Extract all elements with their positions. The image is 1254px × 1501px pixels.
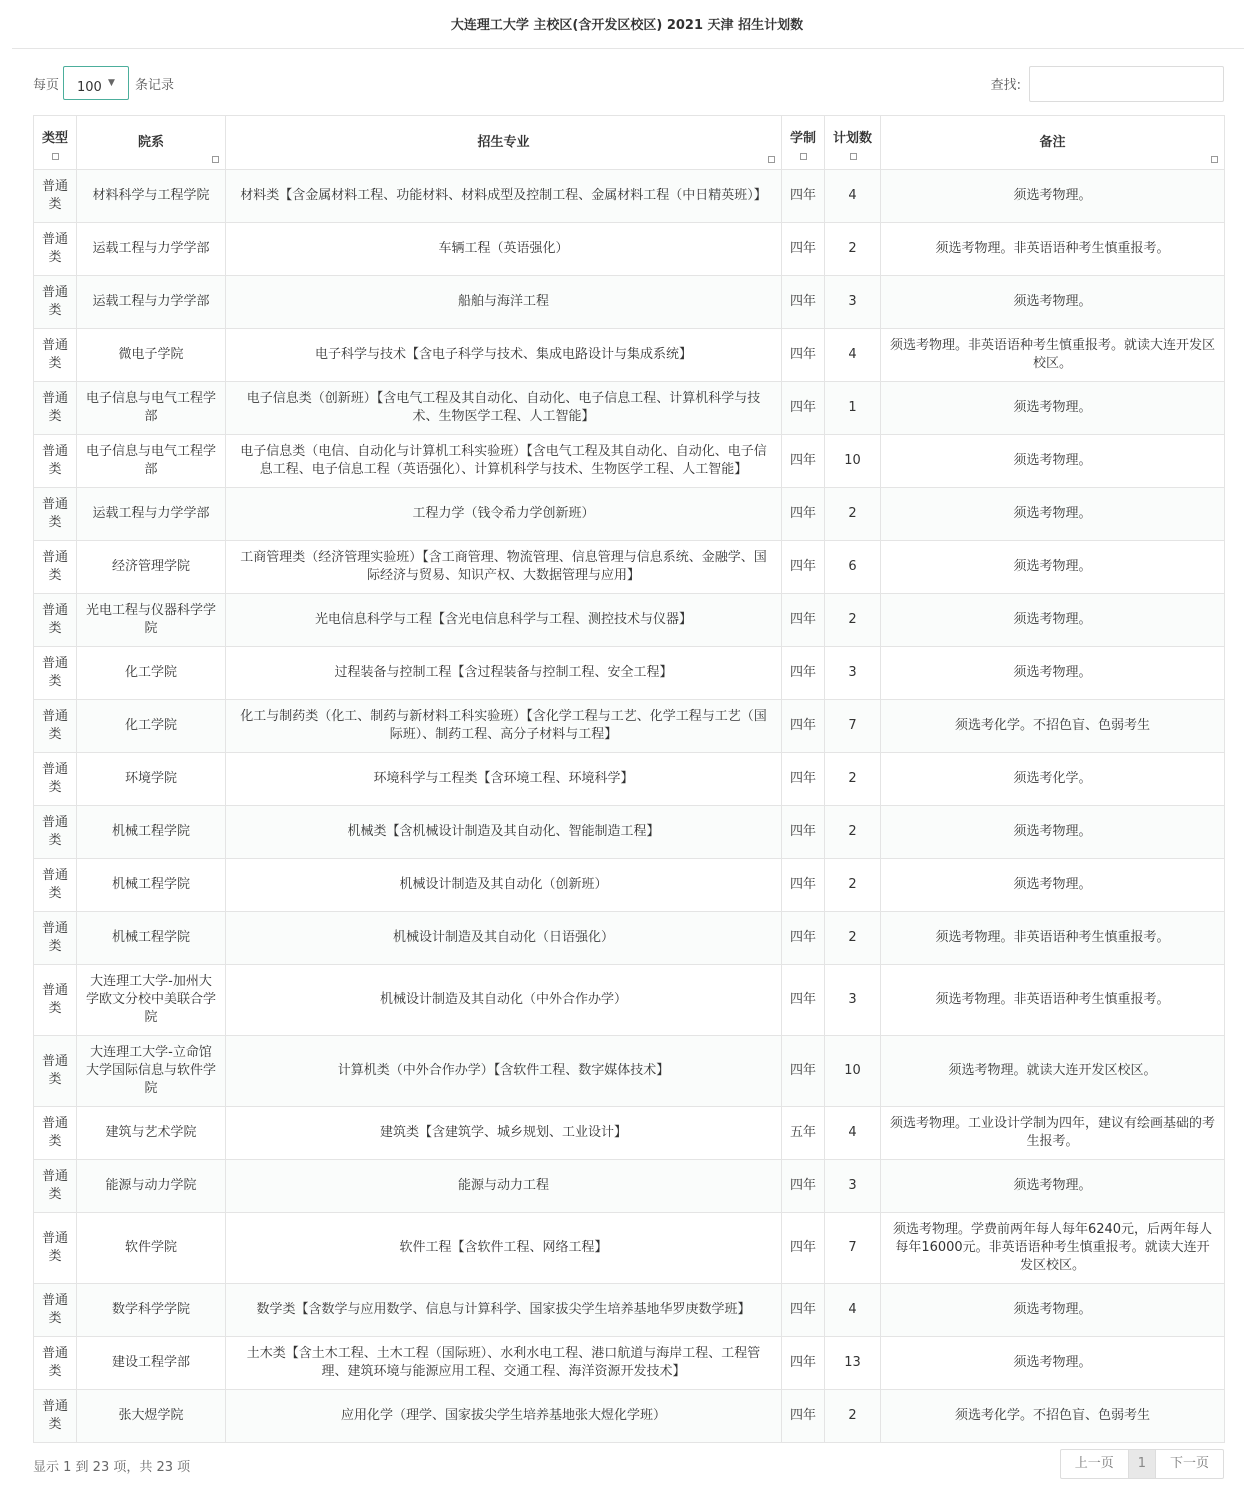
- sort-icon: [52, 153, 59, 160]
- cell-major: 环境科学与工程类【含环境工程、环境科学】: [226, 753, 782, 806]
- cell-notes: 须选考物理。: [881, 541, 1225, 594]
- page-length-suffix: 条记录: [135, 78, 175, 93]
- cell-type: 普通类: [34, 1036, 77, 1107]
- cell-type: 普通类: [34, 1284, 77, 1337]
- column-header-major[interactable]: 招生专业: [226, 116, 782, 170]
- cell-plan-count: 2: [825, 806, 881, 859]
- column-header-duration[interactable]: 学制: [782, 116, 825, 170]
- cell-notes: 须选考物理。非英语语种考生慎重报考。: [881, 912, 1225, 965]
- cell-duration: 四年: [782, 435, 825, 488]
- cell-department: 光电工程与仪器科学学院: [77, 594, 226, 647]
- cell-major: 船舶与海洋工程: [226, 276, 782, 329]
- cell-department: 化工学院: [77, 647, 226, 700]
- cell-major: 工程力学（钱令希力学创新班）: [226, 488, 782, 541]
- cell-type: 普通类: [34, 329, 77, 382]
- cell-notes: 须选考物理。: [881, 859, 1225, 912]
- cell-notes: 须选考物理。: [881, 806, 1225, 859]
- table-row: [34, 965, 1225, 1036]
- cell-department: 张大煜学院: [77, 1390, 226, 1443]
- cell-duration: 四年: [782, 859, 825, 912]
- cell-type: 普通类: [34, 170, 77, 223]
- cell-type: 普通类: [34, 912, 77, 965]
- cell-plan-count: 10: [825, 1036, 881, 1107]
- cell-duration: 四年: [782, 541, 825, 594]
- cell-notes: 须选考物理。: [881, 170, 1225, 223]
- table-row: [34, 647, 1225, 700]
- cell-major: 车辆工程（英语强化）: [226, 223, 782, 276]
- cell-notes: 须选考化学。不招色盲、色弱考生: [881, 1390, 1225, 1443]
- cell-duration: 四年: [782, 700, 825, 753]
- cell-type: 普通类: [34, 1160, 77, 1213]
- page-1-button[interactable]: 1: [1128, 1450, 1155, 1478]
- cell-department: 能源与动力学院: [77, 1160, 226, 1213]
- cell-plan-count: 6: [825, 541, 881, 594]
- cell-type: 普通类: [34, 1337, 77, 1390]
- cell-department: 软件学院: [77, 1213, 226, 1284]
- cell-type: 普通类: [34, 965, 77, 1036]
- table-row: [34, 806, 1225, 859]
- page-length-value: 100: [77, 80, 102, 95]
- cell-type: 普通类: [34, 488, 77, 541]
- cell-department: 微电子学院: [77, 329, 226, 382]
- cell-notes: 须选考物理。非英语语种考生慎重报考。: [881, 223, 1225, 276]
- table-row: [34, 594, 1225, 647]
- cell-department: 环境学院: [77, 753, 226, 806]
- cell-type: 普通类: [34, 435, 77, 488]
- cell-type: 普通类: [34, 700, 77, 753]
- cell-duration: 四年: [782, 1160, 825, 1213]
- table-row: [34, 753, 1225, 806]
- table-info: 显示 1 到 23 项，共 23 项: [33, 1460, 191, 1475]
- page-title: 大连理工大学 主校区(含开发区校区) 2021 天津 招生计划数: [450, 18, 804, 33]
- cell-plan-count: 2: [825, 859, 881, 912]
- table-row: [34, 859, 1225, 912]
- cell-notes: 须选考物理。: [881, 647, 1225, 700]
- cell-duration: 四年: [782, 1337, 825, 1390]
- cell-notes: 须选考物理。: [881, 594, 1225, 647]
- cell-major: 材料类【含金属材料工程、功能材料、材料成型及控制工程、金属材料工程（中日精英班）】: [226, 170, 782, 223]
- cell-notes: 须选考物理。工业设计学制为四年，建议有绘画基础的考生报考。: [881, 1107, 1225, 1160]
- enrollment-plan-table: [33, 115, 1225, 1443]
- cell-notes: 须选考物理。: [881, 382, 1225, 435]
- cell-department: 运载工程与力学学部: [77, 223, 226, 276]
- cell-type: 普通类: [34, 859, 77, 912]
- cell-major: 工商管理类（经济管理实验班）【含工商管理、物流管理、信息管理与信息系统、金融学、国际经济与贸易、知识产权、大数据管理与应用】: [226, 541, 782, 594]
- cell-plan-count: 4: [825, 1284, 881, 1337]
- cell-notes: 须选考物理。非英语语种考生慎重报考。就读大连开发区校区。: [881, 329, 1225, 382]
- cell-duration: 四年: [782, 329, 825, 382]
- cell-plan-count: 13: [825, 1337, 881, 1390]
- table-row: [34, 1036, 1225, 1107]
- cell-duration: 四年: [782, 223, 825, 276]
- search-input[interactable]: [1029, 66, 1224, 102]
- cell-major: 建筑类【含建筑学、城乡规划、工业设计】: [226, 1107, 782, 1160]
- cell-plan-count: 2: [825, 912, 881, 965]
- cell-duration: 四年: [782, 912, 825, 965]
- cell-type: 普通类: [34, 594, 77, 647]
- table-row: [34, 1107, 1225, 1160]
- cell-notes: 须选考物理。: [881, 1160, 1225, 1213]
- cell-duration: 四年: [782, 594, 825, 647]
- cell-duration: 四年: [782, 170, 825, 223]
- cell-duration: 四年: [782, 965, 825, 1036]
- cell-duration: 四年: [782, 806, 825, 859]
- cell-department: 运载工程与力学学部: [77, 488, 226, 541]
- cell-department: 材料科学与工程学院: [77, 170, 226, 223]
- table-row: [34, 700, 1225, 753]
- cell-duration: 四年: [782, 276, 825, 329]
- cell-department: 化工学院: [77, 700, 226, 753]
- cell-department: 经济管理学院: [77, 541, 226, 594]
- page-length-prefix: 每页: [33, 78, 60, 93]
- cell-type: 普通类: [34, 1107, 77, 1160]
- table-row: [34, 1390, 1225, 1443]
- cell-department: 建设工程学部: [77, 1337, 226, 1390]
- table-row: [34, 329, 1225, 382]
- cell-major: 能源与动力工程: [226, 1160, 782, 1213]
- cell-plan-count: 4: [825, 329, 881, 382]
- cell-duration: 四年: [782, 1036, 825, 1107]
- cell-plan-count: 3: [825, 276, 881, 329]
- search-label: 查找:: [990, 78, 1021, 93]
- cell-type: 普通类: [34, 276, 77, 329]
- cell-department: 数学科学学院: [77, 1284, 226, 1337]
- table-row: [34, 488, 1225, 541]
- table-toolbar: [33, 66, 1224, 102]
- cell-plan-count: 3: [825, 965, 881, 1036]
- pagination: [1060, 1449, 1224, 1479]
- cell-major: 土木类【含土木工程、土木工程（国际班）、水利水电工程、港口航道与海岸工程、工程管理、建筑环境与能源应用工程、交通工程、海洋资源开发技术】: [226, 1337, 782, 1390]
- cell-duration: 四年: [782, 753, 825, 806]
- cell-notes: 须选考化学。: [881, 753, 1225, 806]
- cell-type: 普通类: [34, 806, 77, 859]
- cell-type: 普通类: [34, 223, 77, 276]
- cell-notes: 须选考物理。: [881, 1337, 1225, 1390]
- cell-type: 普通类: [34, 647, 77, 700]
- cell-plan-count: 7: [825, 700, 881, 753]
- table-row: [34, 435, 1225, 488]
- cell-department: 大连理工大学-加州大学欧文分校中美联合学院: [77, 965, 226, 1036]
- cell-type: 普通类: [34, 753, 77, 806]
- cell-major: 数学类【含数学与应用数学、信息与计算科学、国家拔尖学生培养基地华罗庚数学班】: [226, 1284, 782, 1337]
- table-row: [34, 382, 1225, 435]
- cell-duration: 四年: [782, 382, 825, 435]
- table-header-row: [34, 116, 1225, 170]
- cell-plan-count: 4: [825, 170, 881, 223]
- table-row: [34, 1160, 1225, 1213]
- cell-major: 电子信息类（电信、自动化与计算机工科实验班）【含电气工程及其自动化、自动化、电子信息工程、电子信息工程（英语强化）、计算机科学与技术、生物医学工程、人工智能】: [226, 435, 782, 488]
- cell-major: 光电信息科学与工程【含光电信息科学与工程、测控技术与仪器】: [226, 594, 782, 647]
- cell-notes: 须选考物理。: [881, 435, 1225, 488]
- cell-plan-count: 2: [825, 223, 881, 276]
- cell-major: 计算机类（中外合作办学）【含软件工程、数字媒体技术】: [226, 1036, 782, 1107]
- cell-notes: 须选考物理。: [881, 276, 1225, 329]
- cell-major: 软件工程【含软件工程、网络工程】: [226, 1213, 782, 1284]
- cell-duration: 四年: [782, 1284, 825, 1337]
- cell-major: 机械设计制造及其自动化（日语强化）: [226, 912, 782, 965]
- cell-plan-count: 3: [825, 647, 881, 700]
- chevron-down-icon: ▼: [108, 78, 115, 88]
- cell-duration: 五年: [782, 1107, 825, 1160]
- cell-major: 应用化学（理学、国家拔尖学生培养基地张大煜化学班）: [226, 1390, 782, 1443]
- cell-department: 电子信息与电气工程学部: [77, 382, 226, 435]
- cell-plan-count: 2: [825, 1390, 881, 1443]
- table-row: [34, 1337, 1225, 1390]
- cell-plan-count: 7: [825, 1213, 881, 1284]
- cell-duration: 四年: [782, 1213, 825, 1284]
- cell-department: 运载工程与力学学部: [77, 276, 226, 329]
- cell-plan-count: 4: [825, 1107, 881, 1160]
- cell-duration: 四年: [782, 1390, 825, 1443]
- cell-notes: 须选考物理。学费前两年每人每年6240元，后两年每人每年16000元。非英语语种考生慎重报考。就读大连开发区校区。: [881, 1213, 1225, 1284]
- table-row: [34, 541, 1225, 594]
- table-row: [34, 1284, 1225, 1337]
- cell-plan-count: 10: [825, 435, 881, 488]
- column-header-plan-count[interactable]: 计划数: [825, 116, 881, 170]
- cell-type: 普通类: [34, 382, 77, 435]
- cell-notes: 须选考化学。不招色盲、色弱考生: [881, 700, 1225, 753]
- cell-duration: 四年: [782, 647, 825, 700]
- cell-department: 机械工程学院: [77, 859, 226, 912]
- table-row: [34, 170, 1225, 223]
- sort-icon: [212, 156, 219, 163]
- cell-major: 电子信息类（创新班）【含电气工程及其自动化、自动化、电子信息工程、计算机科学与技术、生物医学工程、人工智能】: [226, 382, 782, 435]
- title-divider: [12, 48, 1244, 49]
- cell-major: 机械类【含机械设计制造及其自动化、智能制造工程】: [226, 806, 782, 859]
- column-header-department[interactable]: 院系: [77, 116, 226, 170]
- page-length-select[interactable]: [63, 66, 129, 100]
- cell-major: 过程装备与控制工程【含过程装备与控制工程、安全工程】: [226, 647, 782, 700]
- cell-department: 建筑与艺术学院: [77, 1107, 226, 1160]
- sort-icon: [800, 153, 807, 160]
- cell-department: 机械工程学院: [77, 912, 226, 965]
- cell-type: 普通类: [34, 1390, 77, 1443]
- cell-plan-count: 2: [825, 488, 881, 541]
- sort-icon: [850, 153, 857, 160]
- cell-notes: 须选考物理。: [881, 488, 1225, 541]
- cell-major: 化工与制药类（化工、制药与新材料工科实验班）【含化学工程与工艺、化学工程与工艺（国际班）、制药工程、高分子材料与工程】: [226, 700, 782, 753]
- cell-department: 机械工程学院: [77, 806, 226, 859]
- cell-major: 电子科学与技术【含电子科学与技术、集成电路设计与集成系统】: [226, 329, 782, 382]
- sort-icon: [768, 156, 775, 163]
- column-header-notes[interactable]: 备注: [881, 116, 1225, 170]
- cell-notes: 须选考物理。非英语语种考生慎重报考。: [881, 965, 1225, 1036]
- sort-icon: [1211, 156, 1218, 163]
- cell-plan-count: 3: [825, 1160, 881, 1213]
- table-row: [34, 1213, 1225, 1284]
- cell-notes: 须选考物理。: [881, 1284, 1225, 1337]
- cell-plan-count: 2: [825, 594, 881, 647]
- cell-type: 普通类: [34, 541, 77, 594]
- cell-notes: 须选考物理。就读大连开发区校区。: [881, 1036, 1225, 1107]
- table-row: [34, 912, 1225, 965]
- prev-page-button[interactable]: 上一页: [1074, 1456, 1114, 1471]
- cell-department: 大连理工大学-立命馆大学国际信息与软件学院: [77, 1036, 226, 1107]
- cell-duration: 四年: [782, 488, 825, 541]
- cell-plan-count: 2: [825, 753, 881, 806]
- column-header-type[interactable]: 类型: [34, 116, 77, 170]
- next-page-button[interactable]: 下一页: [1155, 1450, 1223, 1478]
- table-row: [34, 276, 1225, 329]
- cell-major: 机械设计制造及其自动化（创新班）: [226, 859, 782, 912]
- table-row: [34, 223, 1225, 276]
- cell-type: 普通类: [34, 1213, 77, 1284]
- cell-plan-count: 1: [825, 382, 881, 435]
- cell-major: 机械设计制造及其自动化（中外合作办学）: [226, 965, 782, 1036]
- cell-department: 电子信息与电气工程学部: [77, 435, 226, 488]
